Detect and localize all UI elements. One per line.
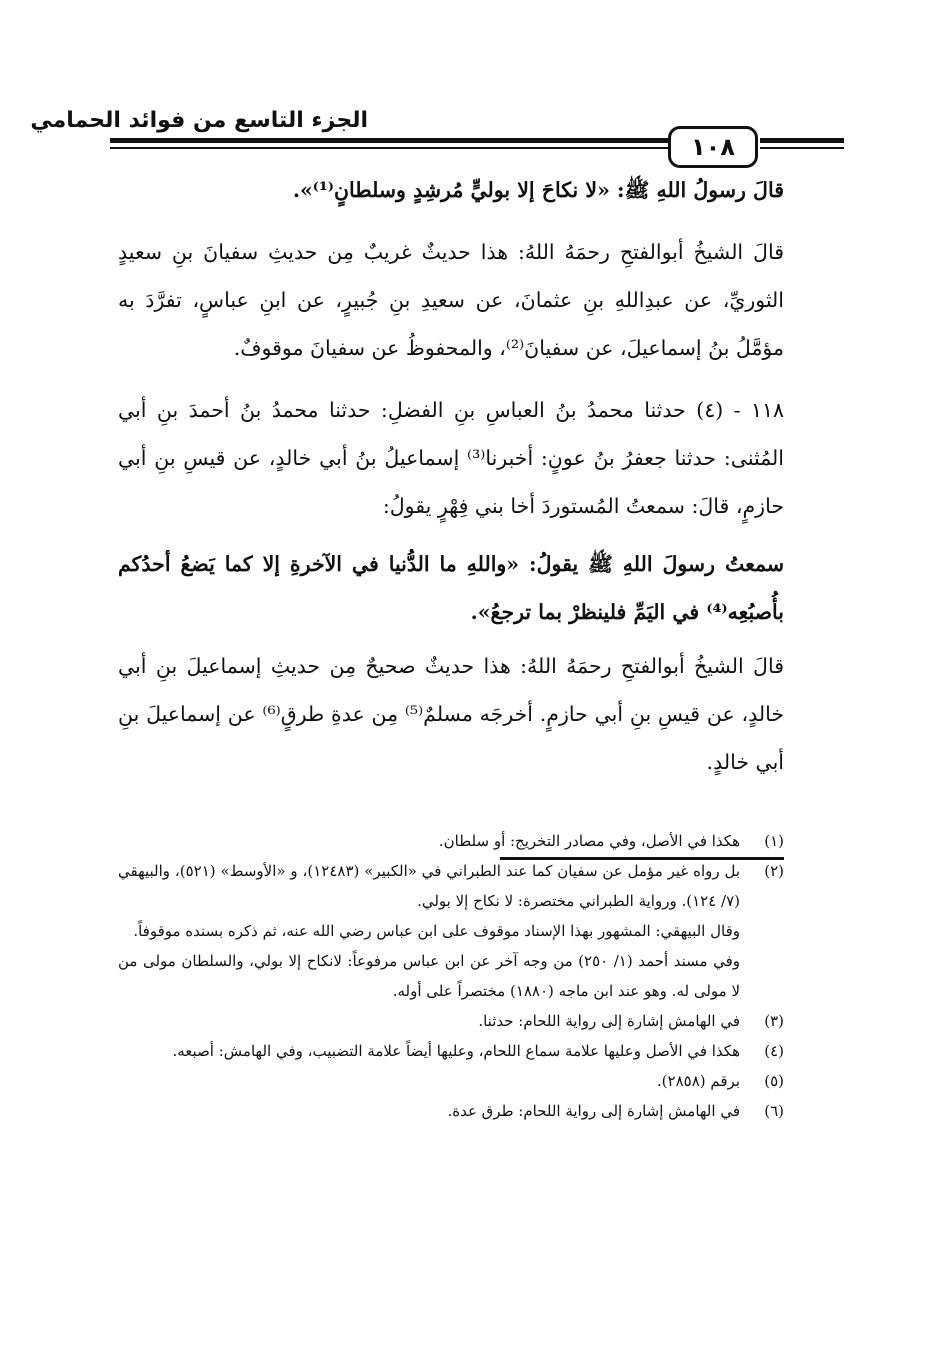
footnote-text: هكذا في الأصل، وفي مصادر التخريج: أو سلطان. — [438, 832, 740, 850]
footnote-3 — [118, 1006, 784, 1036]
footnote-text: في الهامش إشارة إلى رواية اللحام: حدثنا. — [478, 1012, 740, 1030]
hadith-text-2 — [118, 540, 784, 636]
footnote-number: (٦) — [764, 1102, 784, 1120]
paragraph: ١١٨ - (٤) حدثنا محمدُ بنُ العباسِ بنِ الفضلِ: حدثنا محمدُ بنُ أحمدَ بنِ أبي المُثنى: حدثنا جعفرُ بنُ عونٍ: أخبرنا⁽³⁾ إسماعيلُ بنُ أبي خالدٍ، عن قيسِ بنِ أبي حازمٍ، قالَ: سمعتُ المُستوردَ أخا بني فِهْرٍ يقولُ: — [118, 398, 784, 518]
header-rule-thin — [110, 147, 670, 149]
paragraph: سمعتُ رسولَ اللهِ ﷺ يقولُ: «واللهِ ما الدُّنيا في الآخرةِ إلا كما يَضعُ أحدُكم بأُصبُعِه⁽⁴⁾ في اليَمِّ فلينظرْ بما ترجعُ». — [118, 552, 784, 624]
header-rule-thick — [110, 138, 670, 143]
isnad-118 — [118, 386, 784, 530]
footnote-1 — [118, 826, 784, 856]
footnote-number: (١) — [764, 832, 784, 850]
footnote-2-continuation-2 — [118, 946, 784, 1006]
footnote-2-continuation-1 — [118, 916, 784, 946]
footnote-text: بل رواه غير مؤمل عن سفيان كما عند الطبراني في «الكبير» (١٢٤٨٣)، و «الأوسط» (٥٢١)، والبيهقي (٧/ ١٢٤). ورواية الطبراني مختصرة: لا نكاح إلا بولي. — [118, 862, 740, 910]
page-number: ١٠٨ — [691, 133, 735, 161]
footnote-number: (٤) — [764, 1042, 784, 1060]
footnote-text: وقال البيهقي: المشهور بهذا الإسناد موقوف على ابن عباس رضي الله عنه، ثم ذكره بسنده موقوفاً. — [133, 922, 740, 940]
footnote-6 — [118, 1096, 784, 1126]
running-header-title: الجزء التاسع من فوائد الحمامي — [30, 108, 368, 133]
footnote-5 — [118, 1066, 784, 1096]
paragraph: قالَ رسولُ اللهِ ﷺ: «لا نكاحَ إلا بوليٍّ مُرشِدٍ وسلطانٍ⁽¹⁾». — [292, 178, 784, 202]
footnote-number: (٣) — [764, 1012, 784, 1030]
page-number-box — [668, 126, 758, 168]
footnotes — [118, 826, 784, 1126]
footnote-text: وفي مسند أحمد (١/ ٢٥٠) من وجه آخر عن ابن عباس مرفوعاً: لانكاح إلا بولي، والسلطان مولى من لا مولى له. وهو عند ابن ماجه (١٨٨٠) مختصراً على أوله. — [118, 952, 740, 1000]
footnote-text: برقم (٢٨٥٨). — [656, 1072, 740, 1090]
footnote-2 — [118, 856, 784, 916]
header-rule-right-bottom — [760, 147, 844, 149]
footnote-4 — [118, 1036, 784, 1066]
paragraph: قالَ الشيخُ أبوالفتحِ رحمَهُ اللهُ: هذا حديثٌ غريبٌ مِن حديثِ سفيانَ بنِ سعيدٍ الثوريِّ، عن عبدِاللهِ بنِ عثمانَ، عن سعيدِ بنِ جُبيرٍ، عن ابنِ عباسٍ، تفرَّدَ به مؤمَّلُ بنُ إسماعيلَ، عن سفيانَ⁽²⁾، والمحفوظُ عن سفيانَ موقوفٌ. — [118, 240, 784, 360]
footnote-text: هكذا في الأصل وعليها علامة سماع اللحام، وعليها أيضاً علامة التضبيب، وفي الهامش: أصبعه. — [172, 1042, 740, 1060]
commentary-1 — [118, 228, 784, 372]
footnote-number: (٢) — [764, 862, 784, 880]
paragraph: قالَ الشيخُ أبوالفتحِ رحمَهُ اللهُ: هذا حديثٌ صحيحٌ مِن حديثِ إسماعيلَ بنِ أبي خالدٍ، عن قيسِ بنِ أبي حازمٍ. أخرجَه مسلمٌ⁽⁵⁾ مِن عدةِ طرقٍ⁽⁶⁾ عن إسماعيلَ بنِ أبي خالدٍ. — [118, 654, 784, 774]
commentary-2 — [118, 642, 784, 786]
hadith-text-1 — [118, 166, 784, 214]
footnote-number: (٥) — [764, 1072, 784, 1090]
footnote-text: في الهامش إشارة إلى رواية اللحام: طرق عدة. — [447, 1102, 740, 1120]
header-rule-right-top — [760, 138, 844, 143]
